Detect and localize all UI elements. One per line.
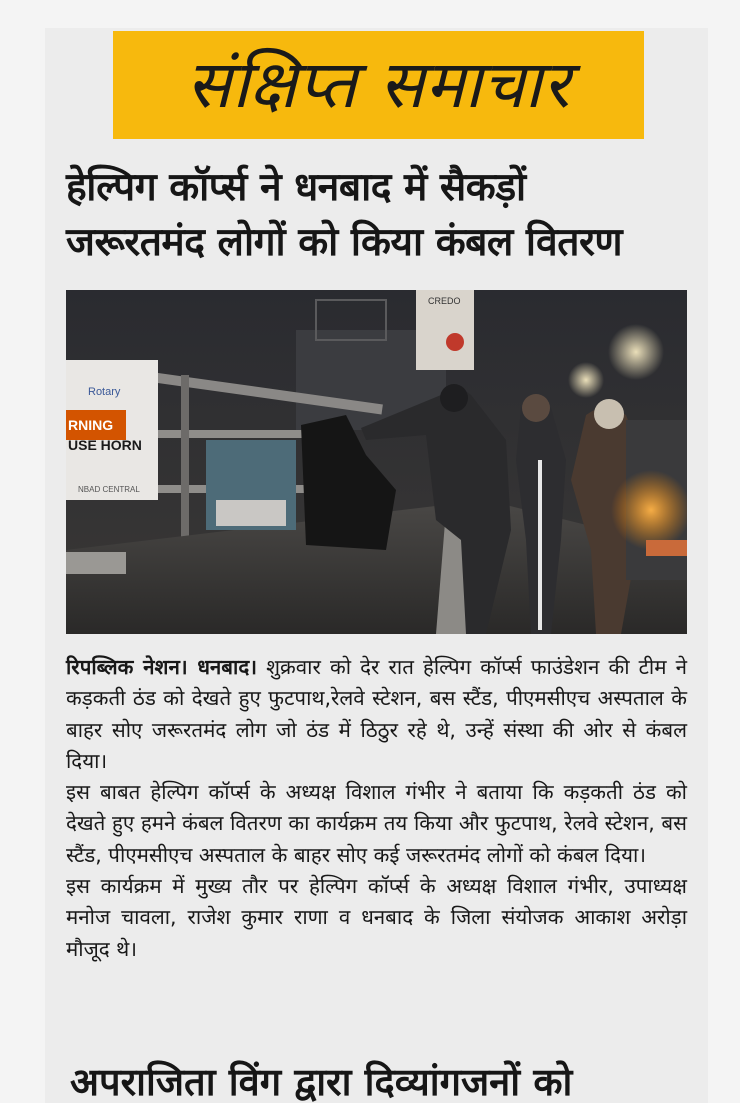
masthead-title: संक्षिप्त समाचार — [186, 46, 571, 123]
paragraph-3: इस कार्यक्रम में मुख्य तौर पर हेल्पिग कॉर्प्स के अध्यक्ष विशाल गंभीर, उपाध्यक्ष मनोज चावला, राजेश कुमार राणा व धनबाद के जिला संयोजक आकाश अरोड़ा मौजूद थे। — [66, 874, 687, 961]
paragraph-1-text: शुक्रवार को देर रात हेल्पिग कॉर्प्स फाउंडेशन की टीम ने कड़कती ठंड को देखते हुए फुटपाथ,रेलवे स्टेशन, बस स्टैंड, पीएमसीएच अस्पताल के बाहर सोए जरूरतमंद लोग जो ठंड में ठिठुर रहे थे, उन्हें संस्था की ओर से कंबल दिया। — [66, 655, 687, 773]
banner-brand: Rotary — [88, 386, 121, 398]
credo-sign-text: CREDO — [428, 296, 461, 306]
article-headline — [66, 160, 696, 270]
next-article-headline: अपराजिता विंग द्वारा दिव्यांगजनों को — [70, 1060, 573, 1103]
paragraph-2: इस बाबत हेल्पिग कॉर्प्स के अध्यक्ष विशाल गंभीर ने बताया कि कड़कती ठंड को देखते हुए हमने कंबल वितरण का कार्यक्रम तय किया और फुटपाथ, रेलवे स्टेशन, बस स्टैंड, पीएमसीएच अस्पताल के बाहर सोए कई जरूरतमंद लोगों को कंबल दिया। — [66, 780, 687, 867]
paragraph-1 — [66, 652, 687, 777]
banner-horn-text: USE HORN — [68, 437, 142, 453]
section-masthead — [113, 31, 644, 139]
headline-line-2: जरूरतमंद लोगों को किया कंबल वितरण — [66, 220, 623, 265]
dateline: रिपब्लिक नेशन। धनबाद। — [66, 655, 257, 679]
article-body — [66, 652, 687, 965]
banner-warning-text: RNING — [68, 417, 114, 433]
banner-footer-text: NBAD CENTRAL — [78, 485, 140, 494]
night-street-photo — [66, 290, 687, 634]
news-photo — [66, 290, 687, 634]
headline-line-1: हेल्पिग कॉर्प्स ने धनबाद में सैकड़ों — [66, 165, 526, 210]
